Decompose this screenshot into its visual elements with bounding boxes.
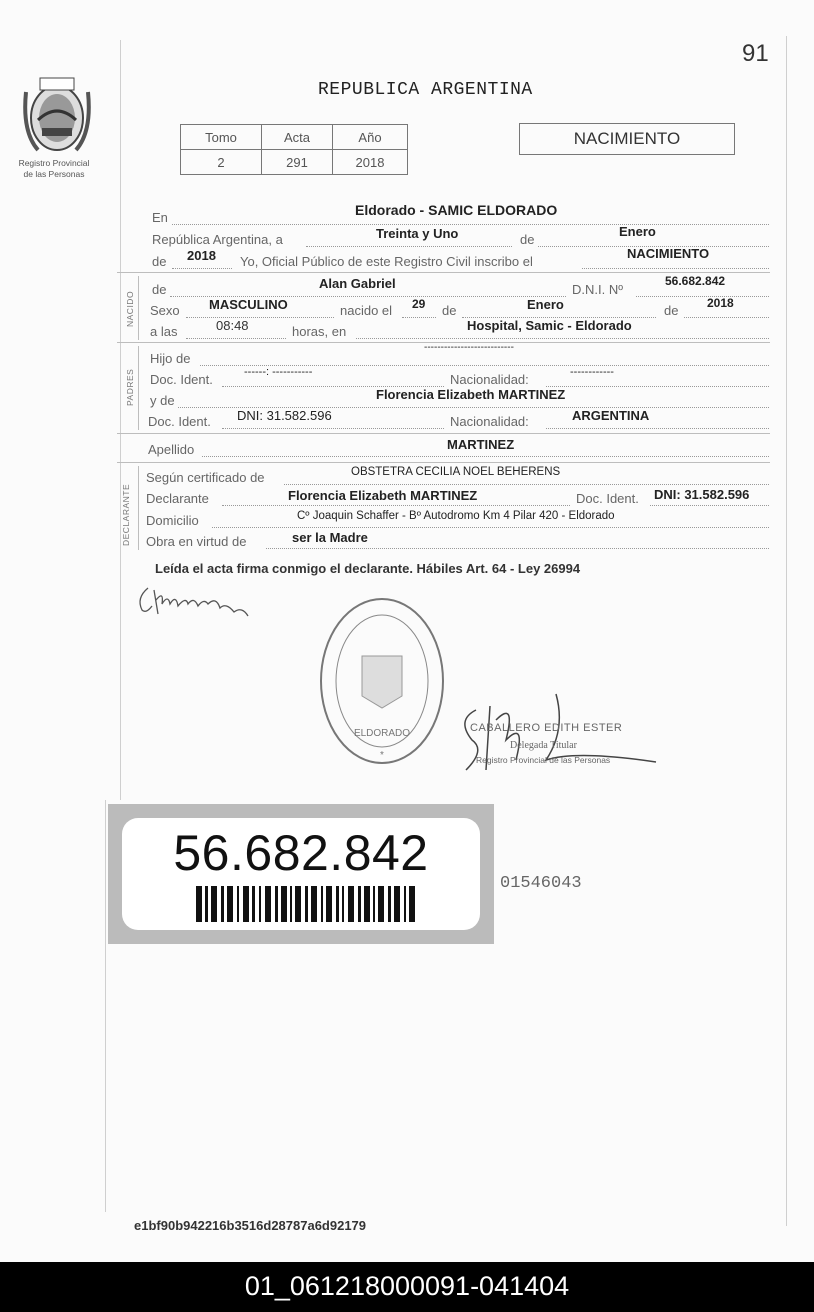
doc-ident-label: Doc. Ident. <box>150 372 213 387</box>
y-de-label: y de <box>150 393 175 408</box>
nacido-el-label: nacido el <box>340 303 393 318</box>
dni-line <box>636 296 769 297</box>
doc-ident3-label: Doc. Ident. <box>576 491 639 506</box>
declarant-signature <box>134 580 254 622</box>
official-name: CABALLERO EDITH ESTER <box>470 722 623 734</box>
mother-doc-line <box>222 428 444 429</box>
padres-section-line <box>138 346 139 430</box>
declarante-doc-line <box>650 505 769 506</box>
svg-text:*: * <box>380 750 384 761</box>
domicilio-value: Cº Joaquin Schaffer - Bº Autodromo Km 4 Pilar 420 - Eldorado <box>297 510 615 522</box>
footer-id: 01_061218000091-041404 <box>0 1262 814 1312</box>
section-divider-3 <box>117 433 770 434</box>
segun-label: Según certificado de <box>146 470 265 485</box>
time-line <box>186 338 286 339</box>
time-value: 08:48 <box>216 318 249 333</box>
anio-header: Año <box>333 125 408 150</box>
tomo-header: Tomo <box>181 125 262 150</box>
obra-label: Obra en virtud de <box>146 534 247 549</box>
en-label: En <box>152 210 168 225</box>
horas-label: horas, en <box>292 324 347 339</box>
acta-value: 291 <box>262 150 333 175</box>
official-role: Delegada Titular <box>510 740 577 751</box>
official-office: Registro Provincial de las Personas <box>476 755 611 765</box>
barcode-number: 56.682.842 <box>173 825 429 881</box>
year-line <box>172 268 232 269</box>
de-label: de <box>520 232 535 247</box>
nacionalidad-label: Nacionalidad: <box>450 372 529 387</box>
barcode-sticker <box>108 804 494 944</box>
province-emblem-icon <box>18 72 96 162</box>
birth-day: 29 <box>412 297 426 311</box>
left-margin-line <box>120 40 121 800</box>
apellido-line <box>202 456 769 457</box>
place-line <box>356 338 769 339</box>
day-value: Treinta y Uno <box>376 226 459 241</box>
sexo-value: MASCULINO <box>209 297 288 312</box>
declarante-section-line <box>138 466 139 550</box>
country-title: REPUBLICA ARGENTINA <box>318 80 533 100</box>
logo-caption: Registro Provincial de las Personas <box>18 158 90 179</box>
segun-value: OBSTETRA CECILIA NOEL BEHERENS <box>351 466 561 478</box>
dni-value: 56.682.842 <box>665 274 726 288</box>
en-value: Eldorado - SAMIC ELDORADO <box>355 202 558 218</box>
left-margin-line-lower <box>105 800 106 1212</box>
segun-line <box>284 484 769 485</box>
father-nat-value: ------------ <box>570 366 614 378</box>
mother-value: Florencia Elizabeth MARTINEZ <box>376 387 566 402</box>
serial-number: 01546043 <box>500 874 582 893</box>
sexo-line <box>186 317 334 318</box>
section-divider-1 <box>117 272 770 273</box>
registry-seal-icon <box>318 596 446 766</box>
place-value: Hospital, Samic - Eldorado <box>467 318 632 333</box>
birth-year: 2018 <box>707 296 734 310</box>
declarante-label: Declarante <box>146 491 209 506</box>
father-value: --------------------------- <box>424 342 514 353</box>
de3-label: de <box>442 303 457 318</box>
a-las-label: a las <box>150 324 178 339</box>
birth-month: Enero <box>527 297 564 312</box>
oficial-label: Yo, Oficial Público de este Registro Civil inscribo el <box>240 254 533 269</box>
nacido-de-label: de <box>152 282 167 297</box>
father-doc-value: ------: ----------- <box>244 366 313 378</box>
inscribo-value: NACIMIENTO <box>627 246 710 261</box>
de4-label: de <box>664 303 679 318</box>
mother-nat-line <box>546 428 769 429</box>
apellido-value: MARTINEZ <box>447 437 515 452</box>
barcode-icon <box>196 886 422 922</box>
signature-notice: Leída el acta firma conmigo el declarante. Hábiles Art. 64 - Ley 26994 <box>155 561 581 576</box>
doc-ident2-label: Doc. Ident. <box>148 414 211 429</box>
inscribo-line <box>582 268 769 269</box>
mother-doc-value: DNI: 31.582.596 <box>237 408 332 423</box>
domicilio-line <box>212 527 769 528</box>
nacido-section-line <box>138 276 139 340</box>
seal-center-text: ELDORADO <box>353 728 411 739</box>
apellido-label: Apellido <box>148 442 195 457</box>
republica-label: República Argentina, a <box>152 232 283 247</box>
registry-table <box>180 124 408 175</box>
nacionalidad2-label: Nacionalidad: <box>450 414 529 429</box>
tomo-value: 2 <box>181 150 262 175</box>
year-value: 2018 <box>187 248 216 263</box>
day-line <box>306 246 512 247</box>
declarante-line <box>222 505 570 506</box>
domicilio-label: Domicilio <box>146 513 199 528</box>
birth-day-line <box>402 317 436 318</box>
official-signature <box>446 690 666 780</box>
padres-section-label: PADRES <box>125 368 135 406</box>
document-hash: e1bf90b942216b3516d28787a6d92179 <box>134 1218 367 1233</box>
acta-header: Acta <box>262 125 333 150</box>
declarante-doc-value: DNI: 31.582.596 <box>654 487 750 502</box>
page-number: 91 <box>742 40 769 67</box>
obra-line <box>266 548 769 549</box>
document-type-box: NACIMIENTO <box>519 123 735 155</box>
anio-value: 2018 <box>333 150 408 175</box>
month-value: Enero <box>619 224 656 239</box>
declarante-value: Florencia Elizabeth MARTINEZ <box>288 488 478 503</box>
birth-year-line <box>684 317 769 318</box>
mother-nat-value: ARGENTINA <box>572 408 650 423</box>
de2-label: de <box>152 254 167 269</box>
dni-label: D.N.I. Nº <box>572 282 623 297</box>
en-line <box>172 224 769 225</box>
hijo-label: Hijo de <box>150 351 191 366</box>
name-value: Alan Gabriel <box>319 276 396 291</box>
nacido-section-label: NACIDO <box>125 290 135 327</box>
declarante-section-label: DECLARANTE <box>121 483 131 546</box>
obra-value: ser la Madre <box>292 530 368 545</box>
sexo-label: Sexo <box>150 303 180 318</box>
right-margin-line <box>786 36 787 1226</box>
father-nat-line <box>546 386 769 387</box>
section-divider-4 <box>117 462 770 463</box>
